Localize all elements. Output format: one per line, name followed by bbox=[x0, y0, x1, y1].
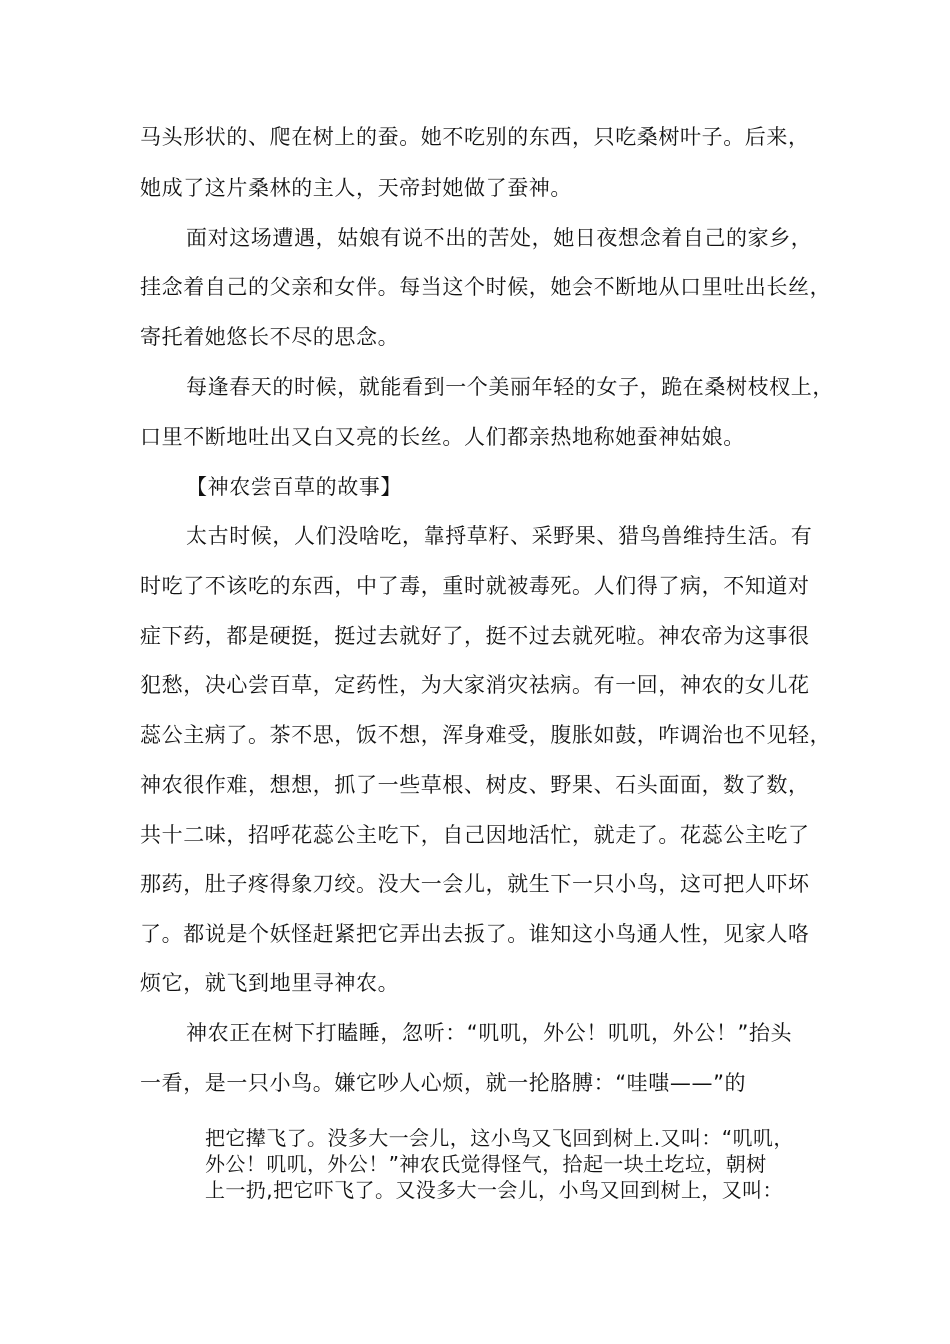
paragraph-5-line-1: 神农正在树下打瞌睡，忽听：“叽叽，外公！叽叽，外公！”抬头 bbox=[186, 1021, 793, 1045]
paragraph-4-line-1: 太古时候，人们没啥吃，靠捋草籽、采野果、猎鸟兽维持生活。有 bbox=[186, 524, 813, 548]
section-heading: 【神农尝百草的故事】 bbox=[186, 475, 402, 499]
paragraph-4-line-7: 共十二味，招呼花蕊公主吃下，自己因地活忙，就走了。花蕊公主吃了 bbox=[140, 823, 810, 847]
paragraph-2-line-3: 寄托着她悠长不尽的思念。 bbox=[140, 325, 400, 349]
paragraph-6-line-3: 上一扔,把它吓飞了。又没多大一会儿，小鸟又回到树上，又叫： bbox=[205, 1178, 783, 1202]
paragraph-4-line-5: 蕊公主病了。茶不思，饭不想，浑身难受，腹胀如鼓，咋调治也不见轻， bbox=[140, 723, 832, 747]
paragraph-2-line-1: 面对这场遭遇，姑娘有说不出的苦处，她日夜想念着自己的家乡， bbox=[186, 226, 813, 250]
paragraph-2-line-2: 挂念着自己的父亲和女伴。每当这个时候，她会不断地从口里吐出长丝， bbox=[140, 275, 832, 299]
paragraph-4-line-2: 时吃了不该吃的东西，中了毒，重时就被毒死。人们得了病，不知道对 bbox=[140, 574, 810, 598]
paragraph-5-line-2: 一看，是一只小鸟。嫌它吵人心烦，就一抡胳膊：“哇嗤——”的 bbox=[140, 1071, 747, 1095]
paragraph-3-line-1: 每逢春天的时候，就能看到一个美丽年轻的女子，跪在桑树枝杈上， bbox=[186, 375, 834, 399]
paragraph-1-line-1: 马头形状的、爬在树上的蚕。她不吃别的东西，只吃桑树叶子。后来， bbox=[140, 125, 810, 149]
paragraph-4-line-3: 症下药，都是硬挺，挺过去就好了，挺不过去就死啦。神农帝为这事很 bbox=[140, 624, 810, 648]
paragraph-4-line-6: 神农很作难，想想，抓了一些草根、树皮、野果、石头面面，数了数， bbox=[140, 773, 810, 797]
paragraph-3-line-2: 口里不断地吐出又白又亮的长丝。人们都亲热地称她蚕神姑娘。 bbox=[140, 425, 745, 449]
paragraph-4-line-4: 犯愁，决心尝百草，定药性，为大家消灾祛病。有一回，神农的女儿花 bbox=[140, 673, 810, 697]
paragraph-1-line-2: 她成了这片桑林的主人，天帝封她做了蚕神。 bbox=[140, 176, 572, 200]
paragraph-4-line-9: 了。都说是个妖怪赶紧把它弄出去扳了。谁知这小鸟通人性，见家人咯 bbox=[140, 922, 810, 946]
paragraph-6-line-1: 把它撵飞了。没多大一会儿，这小鸟又飞回到树上.又叫：“叽叽， bbox=[205, 1126, 794, 1150]
paragraph-4-line-8: 那药，肚子疼得象刀绞。没大一会儿，就生下一只小鸟，这可把人吓坏 bbox=[140, 872, 810, 896]
paragraph-4-line-10: 烦它，就飞到地里寻神农。 bbox=[140, 971, 400, 995]
paragraph-6-line-2: 外公！叽叽，外公！”神农氏觉得怪气，拾起一块土圪垃，朝树 bbox=[205, 1152, 767, 1176]
